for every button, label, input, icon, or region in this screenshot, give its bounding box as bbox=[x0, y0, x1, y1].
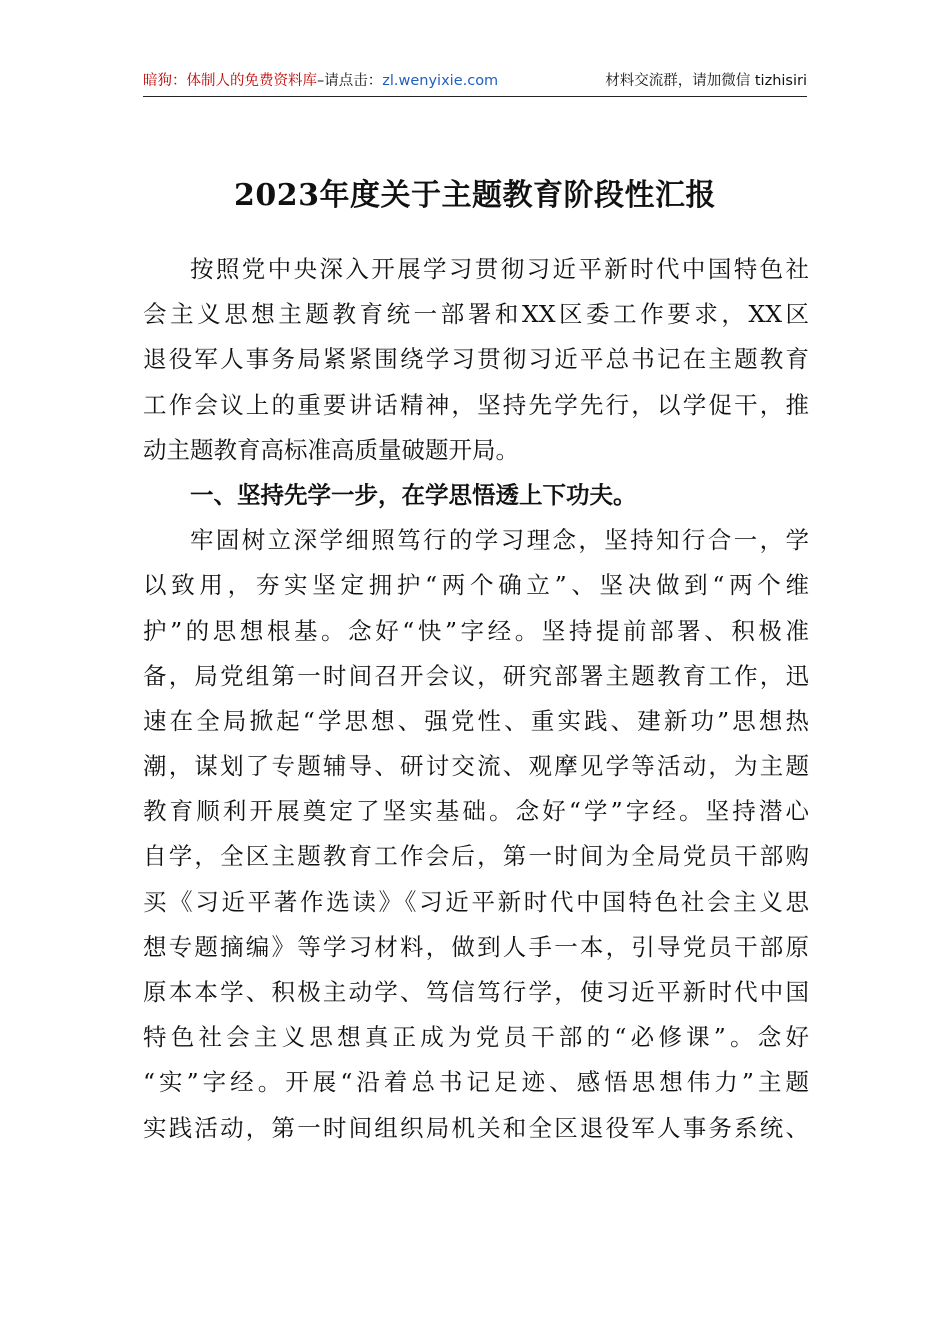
paragraph-line: 买《习近平著作选读》《习近平新时代中国特色社会主义思 bbox=[143, 887, 809, 916]
paragraph-line: 想专题摘编》等学习材料，做到人手一本，引导党员干部原 bbox=[143, 932, 809, 961]
header-click-prompt: –请点击： bbox=[317, 73, 383, 89]
document-title: 2023年度关于主题教育阶段性汇报 bbox=[234, 178, 716, 213]
paragraph-line: 按照党中央深入开展学习贯彻习近平新时代中国特色社 bbox=[190, 255, 809, 283]
paragraph-line: 实践活动，第一时间组织局机关和全区退役军人事务系统、 bbox=[143, 1113, 809, 1142]
paragraph-line: 速在全局掀起“学思想、强党性、重实践、建新功”思想热 bbox=[143, 706, 809, 735]
paragraph-line: 潮，谋划了专题辅导、研讨交流、观摩见学等活动，为主题 bbox=[143, 752, 809, 781]
paragraph-line: 原本本学、积极主动学、笃信笃行学，使习近平新时代中国 bbox=[143, 978, 809, 1006]
paragraph-line: 备，局党组第一时间召开会议，研究部署主题教育工作，迅 bbox=[143, 661, 809, 690]
paragraph-line: 护”的思想根基。念好“快”字经。坚持提前部署、积极准 bbox=[143, 616, 809, 645]
paragraph-line: “实”字经。开展“沿着总书记足迹、感悟思想伟力”主题 bbox=[143, 1068, 809, 1097]
header-website-link[interactable]: zl.wenyixie.com bbox=[382, 73, 499, 89]
paragraph-line: 自学，全区主题教育工作会后，第一时间为全局党员干部购 bbox=[143, 842, 809, 871]
paragraph-line: 动主题教育高标准高质量破题开局。 bbox=[143, 435, 519, 464]
page-header bbox=[143, 72, 807, 97]
paragraph-line: 牢固树立深学细照笃行的学习理念，坚持知行合一，学 bbox=[190, 526, 809, 555]
paragraph-line: 工作会议上的重要讲话精神，坚持先学先行，以学促干，推 bbox=[143, 390, 809, 419]
header-wechat-text: 材料交流群，请加微信 tizhisiri bbox=[605, 73, 807, 89]
section-heading: 一、坚持先学一步，在学思悟透上下功夫。 bbox=[190, 480, 637, 509]
header-source-text: 暗狗：体制人的免费资料库 bbox=[143, 73, 317, 89]
paragraph-line: 以致用，夯实坚定拥护“两个确立”、坚决做到“两个维 bbox=[143, 571, 809, 600]
paragraph-line: 退役军人事务局紧紧围绕学习贯彻习近平总书记在主题教育 bbox=[143, 345, 809, 374]
paragraph-line: 特色社会主义思想真正成为党员干部的“必修课”。念好 bbox=[143, 1023, 809, 1052]
document-body bbox=[143, 247, 809, 1151]
paragraph-line: 教育顺利开展奠定了坚实基础。念好“学”字经。坚持潜心 bbox=[143, 797, 809, 826]
paragraph-line: 会主义思想主题教育统一部署和XX区委工作要求，XX区 bbox=[143, 300, 809, 329]
